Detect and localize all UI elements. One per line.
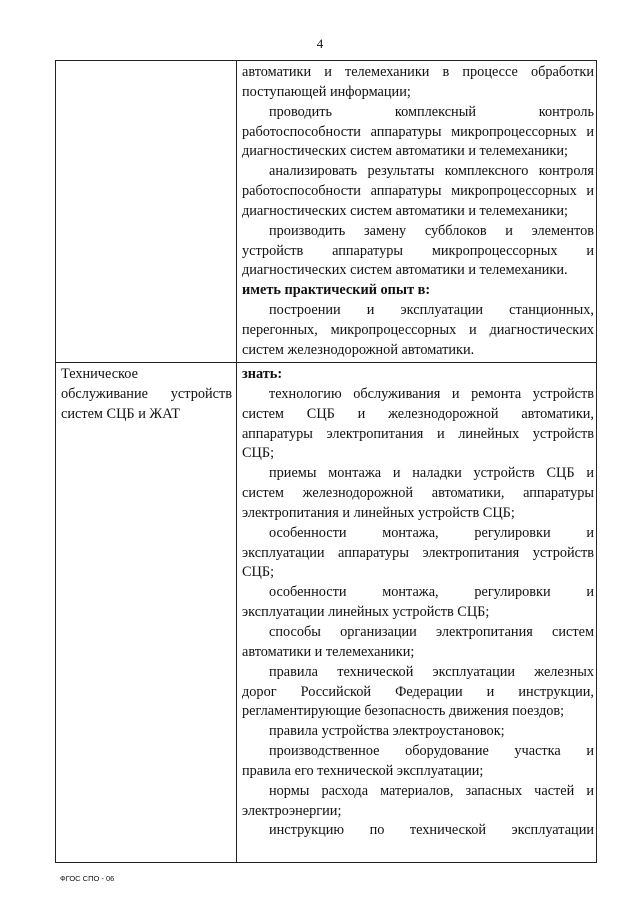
text-line: правила технической эксплуатации железных <box>269 663 594 680</box>
text-line: электропитания и линейных устройств СЦБ; <box>242 504 515 521</box>
text-line: построении и эксплуатации станционных, <box>269 302 594 319</box>
text-line: знать: <box>242 366 283 382</box>
text-line: проводить комплексный контроль <box>269 103 594 120</box>
text-line: систем железнодорожной автоматики. <box>242 341 475 358</box>
text-line: обслуживание устройств <box>61 385 232 402</box>
text-line: работоспособности аппаратуры микропроцессорных и <box>242 183 594 200</box>
text-line: электроэнергии; <box>242 802 342 819</box>
text-line: приемы монтажа и наладки устройств СЦБ и <box>269 465 594 482</box>
text-line: работоспособности аппаратуры микропроцессорных и <box>242 123 594 140</box>
text-line: диагностических систем автоматики и телемеханики; <box>242 143 569 160</box>
text-line: иметь практический опыт в: <box>242 282 431 299</box>
text-line: систем СЦБ и ЖАТ <box>61 405 181 422</box>
text-line: поступающей информации; <box>242 83 411 100</box>
text-line: регламентирующие безопасность движения поездов; <box>242 703 565 720</box>
standards-table <box>55 60 597 863</box>
text-line: систем СЦБ и железнодорожной автоматики, <box>242 405 594 422</box>
text-line: анализировать результаты комплексного контроля <box>269 163 594 180</box>
text-line: инструкцию по технической эксплуатации <box>269 822 594 839</box>
footer-code: ФГОС СПО - 06 <box>60 874 115 883</box>
page-number: 4 <box>316 36 324 51</box>
text-line: правила устройства электроустановок; <box>269 723 505 740</box>
row1-content-cell <box>237 61 597 361</box>
text-line: эксплуатации аппаратуры электропитания устройств <box>242 544 594 561</box>
text-line: СЦБ; <box>242 445 275 462</box>
text-line: производить замену субблоков и элементов <box>269 222 594 239</box>
text-line: автоматики и телемеханики в процессе обработки <box>242 64 594 80</box>
text-line: аппаратуры электропитания и линейных устройств <box>242 425 594 442</box>
text-line: правила его технической эксплуатации; <box>242 762 484 779</box>
text-line: производственное оборудование участка и <box>269 743 594 760</box>
text-line: перегонных, микропроцессорных и диагностических <box>242 321 594 338</box>
text-line: СЦБ; <box>242 564 275 581</box>
text-line: технологию обслуживания и ремонта устройств <box>269 385 594 402</box>
row2-content-cell <box>237 363 597 841</box>
text-line: особенности монтажа, регулировки и <box>269 584 594 601</box>
text-line: эксплуатации линейных устройств СЦБ; <box>242 604 490 621</box>
text-line: автоматики и телемеханики; <box>242 643 415 660</box>
text-line: диагностических систем автоматики и телемеханики. <box>242 262 568 279</box>
text-line: диагностических систем автоматики и телемеханики; <box>242 202 569 219</box>
text-line: способы организации электропитания систем <box>269 623 594 640</box>
row2-label-cell <box>56 363 236 425</box>
text-line: Техническое <box>61 366 138 382</box>
text-line: особенности монтажа, регулировки и <box>269 524 594 541</box>
text-line: систем железнодорожной автоматики, аппаратуры <box>242 485 594 502</box>
text-line: дорог Российской Федерации и инструкции, <box>242 683 594 700</box>
text-line: устройств аппаратуры микропроцессорных и <box>242 242 594 259</box>
text-line: нормы расхода материалов, запасных частей и <box>269 782 594 799</box>
